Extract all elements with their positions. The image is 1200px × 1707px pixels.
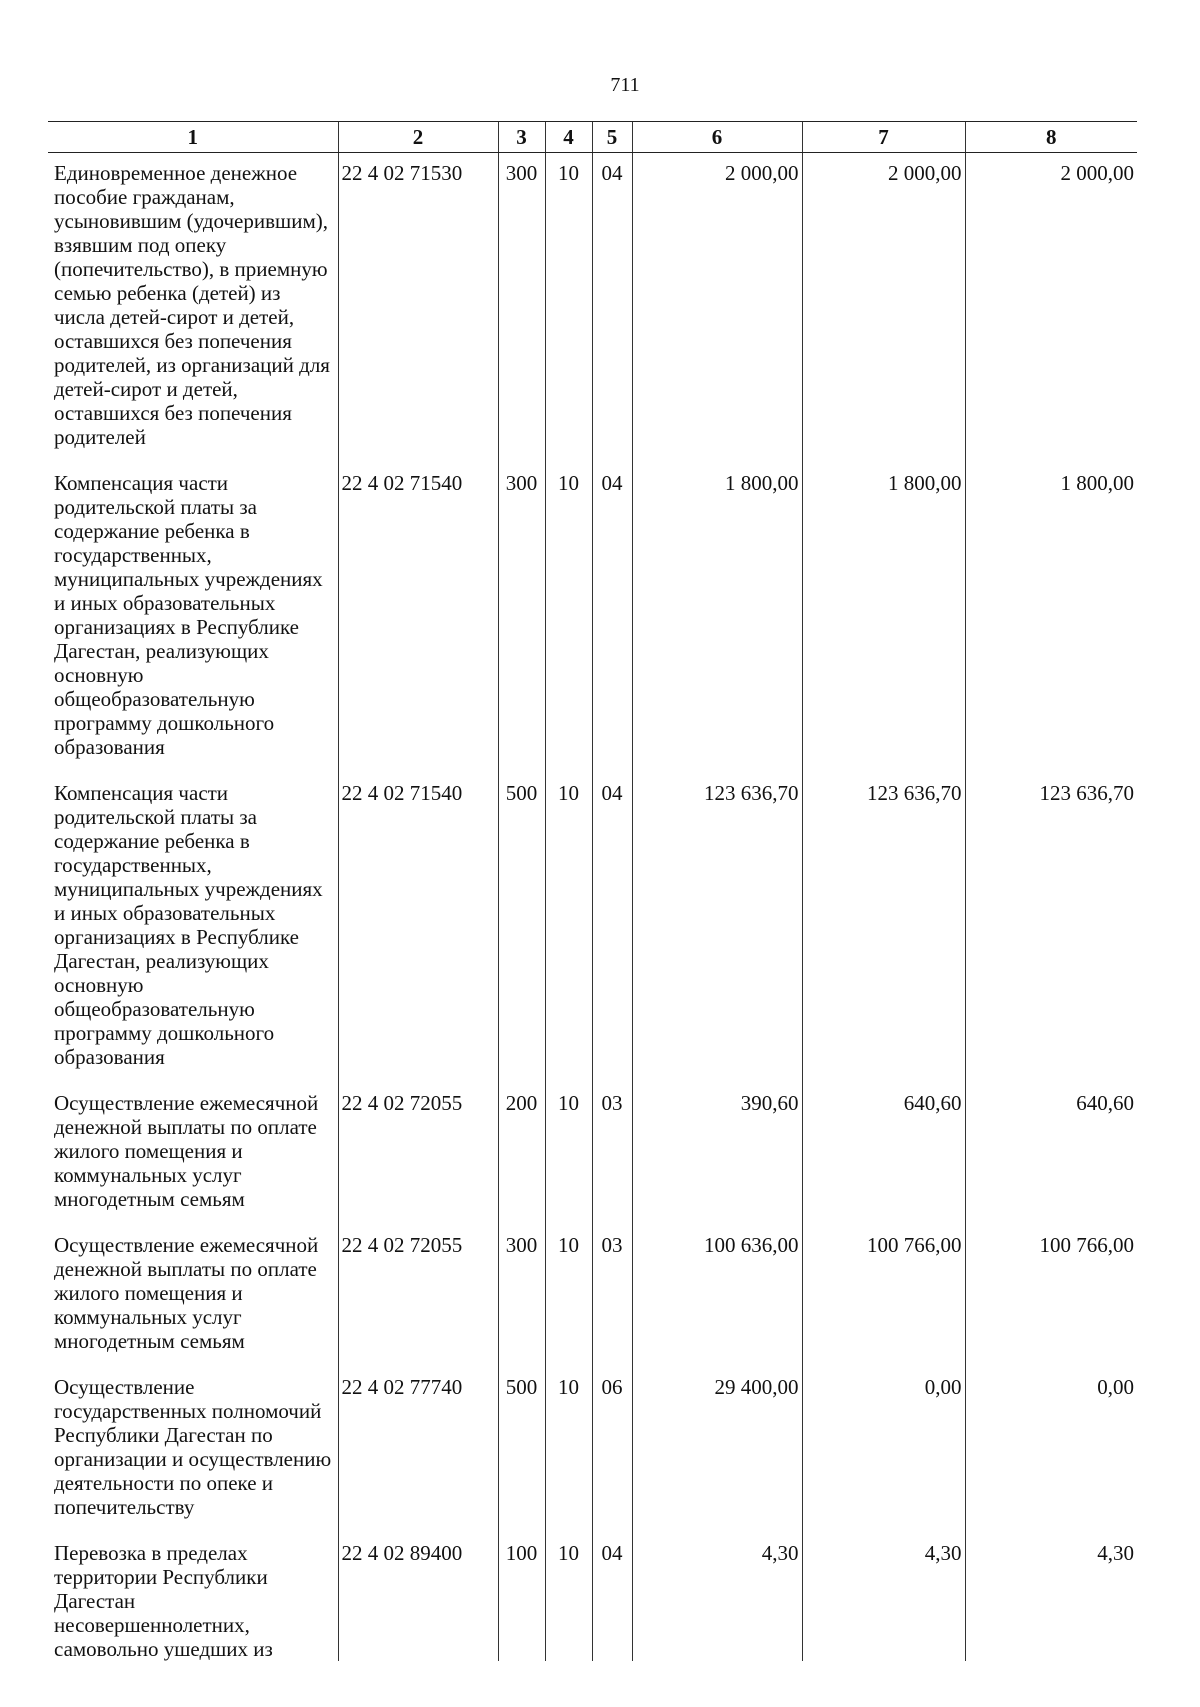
target-article-code: 22 4 02 77740 [338, 1367, 498, 1533]
target-article-code: 22 4 02 71530 [338, 153, 498, 464]
amount-column-7: 100 766,00 [802, 1225, 965, 1367]
expense-name: Осуществление государственных полномочий Республики Дагестан по организации и осуществлению деятельности по опеке и попечительству [54, 1375, 332, 1519]
section-code: 10 [545, 1533, 592, 1661]
amount-column-6: 123 636,70 [632, 773, 802, 1083]
amount-column-7: 0,00 [802, 1367, 965, 1533]
section-code: 10 [545, 1083, 592, 1225]
target-article-code: 22 4 02 89400 [338, 1533, 498, 1661]
amount-column-6: 1 800,00 [632, 463, 802, 773]
column-header: 7 [802, 122, 965, 153]
expense-type-code: 100 [498, 1533, 545, 1661]
column-header: 5 [592, 122, 632, 153]
amount-column-6: 29 400,00 [632, 1367, 802, 1533]
target-article-code: 22 4 02 71540 [338, 463, 498, 773]
expense-name: Компенсация части родительской платы за содержание ребенка в государственных, муниципальных учреждениях и иных образовательных организациях в Республике Дагестан, реализующих основную общеобразовательную программу дошкольного образования [54, 471, 323, 759]
expense-name: Компенсация части родительской платы за содержание ребенка в государственных, муниципальных учреждениях и иных образовательных организациях в Республике Дагестан, реализующих основную общеобразовательную программу дошкольного образования [54, 781, 323, 1069]
budget-table [48, 122, 1137, 1661]
expense-type-code: 500 [498, 1367, 545, 1533]
expense-type-code: 500 [498, 773, 545, 1083]
section-code: 10 [545, 463, 592, 773]
expense-type-code: 300 [498, 153, 545, 464]
table-header-row [48, 122, 1137, 153]
subsection-code: 04 [592, 773, 632, 1083]
amount-column-7: 2 000,00 [802, 153, 965, 464]
amount-column-6: 100 636,00 [632, 1225, 802, 1367]
amount-column-7: 123 636,70 [802, 773, 965, 1083]
amount-column-8: 1 800,00 [965, 463, 1137, 773]
table-row [48, 153, 1137, 464]
subsection-code: 03 [592, 1225, 632, 1367]
subsection-code: 04 [592, 153, 632, 464]
table-row [48, 1225, 1137, 1367]
amount-column-6: 2 000,00 [632, 153, 802, 464]
table-row [48, 773, 1137, 1083]
amount-column-8: 100 766,00 [965, 1225, 1137, 1367]
column-header: 3 [498, 122, 545, 153]
amount-column-8: 123 636,70 [965, 773, 1137, 1083]
budget-table-container [48, 121, 1137, 1661]
expense-type-code: 200 [498, 1083, 545, 1225]
amount-column-7: 4,30 [802, 1533, 965, 1661]
amount-column-6: 390,60 [632, 1083, 802, 1225]
table-row [48, 1083, 1137, 1225]
expense-name: Перевозка в пределах территории Республики Дагестан несовершеннолетних, самовольно ушедших из [54, 1541, 273, 1661]
table-row [48, 1533, 1137, 1661]
amount-column-7: 1 800,00 [802, 463, 965, 773]
section-code: 10 [545, 773, 592, 1083]
amount-column-8: 0,00 [965, 1367, 1137, 1533]
section-code: 10 [545, 153, 592, 464]
subsection-code: 04 [592, 463, 632, 773]
amount-column-8: 2 000,00 [965, 153, 1137, 464]
expense-name: Осуществление ежемесячной денежной выплаты по оплате жилого помещения и коммунальных услуг многодетным семьям [54, 1091, 319, 1211]
table-row [48, 1367, 1137, 1533]
column-header: 2 [338, 122, 498, 153]
subsection-code: 03 [592, 1083, 632, 1225]
column-header: 1 [48, 122, 338, 153]
section-code: 10 [545, 1225, 592, 1367]
expense-name: Единовременное денежное пособие гражданам, усыновившим (удочерившим), взявшим под опеку (попечительство), в приемную семью ребенка (детей) из числа детей-сирот и детей, оставшихся без попечения родителей, из организаций для детей-сирот и детей, оставшихся без попечения родителей [54, 161, 330, 449]
column-header: 4 [545, 122, 592, 153]
target-article-code: 22 4 02 72055 [338, 1225, 498, 1367]
section-code: 10 [545, 1367, 592, 1533]
expense-type-code: 300 [498, 463, 545, 773]
expense-type-code: 300 [498, 1225, 545, 1367]
target-article-code: 22 4 02 71540 [338, 773, 498, 1083]
amount-column-7: 640,60 [802, 1083, 965, 1225]
amount-column-8: 4,30 [965, 1533, 1137, 1661]
subsection-code: 04 [592, 1533, 632, 1661]
subsection-code: 06 [592, 1367, 632, 1533]
amount-column-6: 4,30 [632, 1533, 802, 1661]
column-header: 8 [965, 122, 1137, 153]
page-number: 711 [610, 74, 640, 96]
table-row [48, 463, 1137, 773]
amount-column-8: 640,60 [965, 1083, 1137, 1225]
target-article-code: 22 4 02 72055 [338, 1083, 498, 1225]
column-header: 6 [632, 122, 802, 153]
expense-name: Осуществление ежемесячной денежной выплаты по оплате жилого помещения и коммунальных услуг многодетным семьям [54, 1233, 319, 1353]
